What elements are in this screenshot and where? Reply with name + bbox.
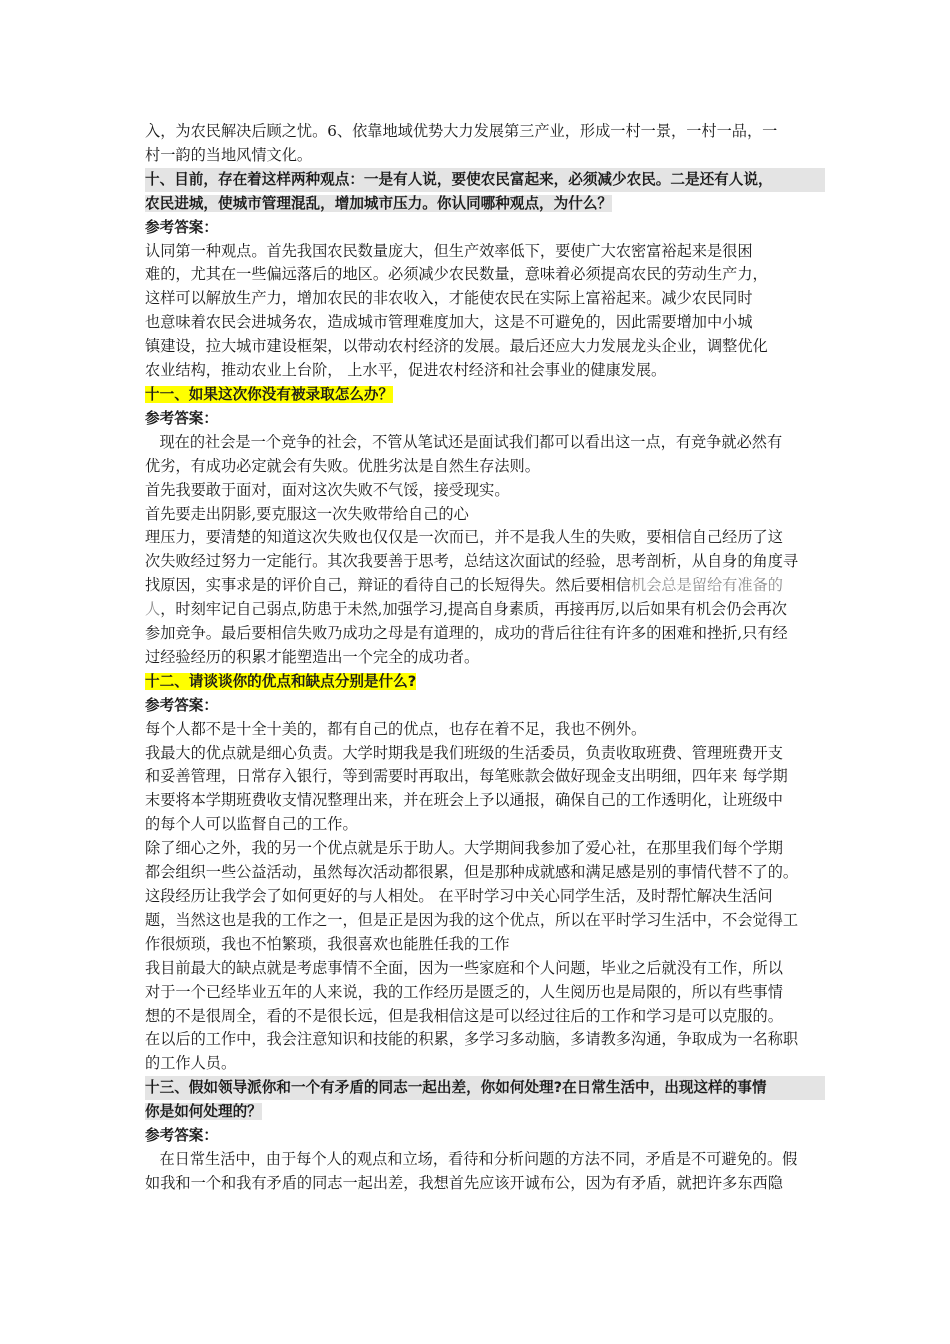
intro-line: 村一韵的当地风情文化。 <box>145 145 313 164</box>
answer-line: 作很烦琐，我也不怕繁琐，我很喜欢也能胜任我的工作 <box>145 934 510 953</box>
answer-line: 和妥善管理，日常存入银行，等到需要时再取出，每笔账款会做好现金支出明细，四年来 每学期 <box>145 767 788 786</box>
answer-label: 参考答案： <box>145 409 218 427</box>
answer-line: 难的，尤其在一些偏远落后的地区。必须减少农民数量，意味着必须提高农民的劳动生产力， <box>145 265 768 284</box>
answer-line: 除了细心之外，我的另一个优点就是乐于助人。大学期间我参加了爱心社，在那里我们每个学期 <box>145 839 783 858</box>
answer-line: 我目前最大的缺点就是考虑事情不全面，因为一些家庭和个人问题，毕业之后就没有工作，所以 <box>145 958 783 977</box>
answer-label: 参考答案： <box>145 696 218 714</box>
answer-line <box>145 574 825 598</box>
question-10-line: 十、目前，存在着这样两种观点：一是有人说，要使农民富起来，必须减少农民。二是还有人说， <box>145 168 825 192</box>
answer-line: 农业结构，推动农业上台阶， 上水平，促进农村经济和社会事业的健康发展。 <box>145 361 667 380</box>
answer-line-segment-gray: 人 <box>145 600 161 619</box>
answer-line: 次失败经过努力一定能行。其次我要善于思考，总结这次面试的经验，思考剖析，从自身的角度寻 <box>145 552 799 571</box>
answer-line: 这段经历让我学会了如何更好的与人相处。 在平时学习中关心同学生活，及时帮忙解决生活问 <box>145 887 773 905</box>
answer-line: 参加竞争。最后要相信失败乃成功之母是有道理的，成功的背后往往有许多的困难和挫折,只有经 <box>145 624 788 643</box>
answer-line: 优劣，有成功必定就会有失败。优胜劣汰是自然生存法则。 <box>145 456 540 475</box>
question-12 <box>145 670 825 694</box>
question-13-line: 你是如何处理的？ <box>145 1103 262 1121</box>
answer-line: 题，当然这也是我的工作之一，但是正是因为我的这个优点，所以在平时学习生活中，不会觉得工 <box>145 910 799 929</box>
answer-label: 参考答案： <box>145 1127 218 1145</box>
answer-line: 想的不是很周全，看的不是很长远，但是我相信这是可以经过往后的工作和学习是可以克服的。 <box>145 1006 783 1025</box>
answer-line: 镇建设，拉大城市建设框架，以带动农村经济的发展。最后还应大力发展龙头企业，调整优化 <box>145 337 768 356</box>
answer-line: 理压力，要清楚的知道这次失败也仅仅是一次而已，并不是我人生的失败，要相信自己经历了这 <box>145 528 783 547</box>
answer-line: 的工作人员。 <box>145 1054 237 1073</box>
document-page <box>145 120 825 1196</box>
answer-line: 如我和一个和我有矛盾的同志一起出差，我想首先应该开诚布公，因为有矛盾，就把许多东西隐 <box>145 1173 783 1192</box>
answer-line-segment: 找原因，实事求是的评价自己，辩证的看待自己的长短得失。然后要相信 <box>145 576 631 595</box>
question-10-line: 农民进城，使城市管理混乱，增加城市压力。你认同哪种观点，为什么？ <box>145 194 613 212</box>
question-11 <box>145 383 825 407</box>
answer-line: 过经验经历的积累才能塑造出一个完全的成功者。 <box>145 647 480 666</box>
answer-line: 也意味着农民会进城务农，造成城市管理难度加大，这是不可避免的，因此需要增加中小城 <box>145 313 753 332</box>
answer-line-segment-gray: 机会总是留给有准备的 <box>631 576 783 595</box>
answer-line: 对于一个已经毕业五年的人来说，我的工作经历是匮乏的，人生阅历也是局限的，所以有些事情 <box>145 982 783 1001</box>
answer-line: 首先我要敢于面对，面对这次失败不气馁，接受现实。 <box>145 480 510 499</box>
answer-line: 认同第一种观点。首先我国农民数量庞大，但生产效率低下，要使广大农密富裕起来是很困 <box>145 241 753 260</box>
answer-line-segment: ，时刻牢记自己弱点,防患于未然,加强学习,提高自身素质，再接再厉,以后如果有机会仍会再次 <box>160 600 787 619</box>
answer-line: 这样可以解放生产力，增加农民的非农收入，才能使农民在实际上富裕起来。减少农民同时 <box>145 289 753 308</box>
answer-line: 首先要走出阴影,要克服这一次失败带给自己的心 <box>145 504 469 523</box>
answer-line: 在以后的工作中，我会注意知识和技能的积累，多学习多动脑，多请教多沟通，争取成为一名称职 <box>145 1030 799 1049</box>
answer-line: 末要将本学期班费收支情况整理出来，并在班会上予以通报，确保自己的工作透明化，让班级中 <box>145 791 783 810</box>
answer-line: 每个人都不是十全十美的，都有自己的优点，也存在着不足，我也不例外。 <box>145 719 647 738</box>
intro-line: 入，为农民解决后顾之忧。6、依靠地域优势大力发展第三产业，形成一村一景，一村一品，一 <box>145 122 778 140</box>
answer-label: 参考答案： <box>145 218 218 236</box>
answer-line: 我最大的优点就是细心负责。大学时期我是我们班级的生活委员，负责收取班费、管理班费开支 <box>145 743 783 762</box>
question-12-text: 十二、请谈谈你的优点和缺点分别是什么? <box>145 672 417 690</box>
question-10 <box>145 168 825 216</box>
question-11-text: 十一、如果这次你没有被录取怎么办？ <box>145 385 394 403</box>
answer-line <box>145 598 825 622</box>
answer-line: 的每个人可以监督自己的工作。 <box>145 815 358 834</box>
answer-line: 都会组织一些公益活动，虽然每次活动都很累，但是那种成就感和满足感是别的事情代替不了的。 <box>145 863 799 882</box>
question-13 <box>145 1076 825 1124</box>
answer-line: 现在的社会是一个竞争的社会，不管从笔试还是面试我们都可以看出这一点，有竞争就必然有 <box>159 432 783 451</box>
answer-line: 在日常生活中，由于每个人的观点和立场，看待和分析问题的方法不同，矛盾是不可避免的。假 <box>159 1149 798 1168</box>
question-13-line: 十三、假如领导派你和一个有矛盾的同志一起出差，你如何处理?在日常生活中，出现这样的事情 <box>145 1076 825 1100</box>
answer-line-segment: 要走出阴影,要克服这一次失败带给自己的心 <box>175 504 469 523</box>
